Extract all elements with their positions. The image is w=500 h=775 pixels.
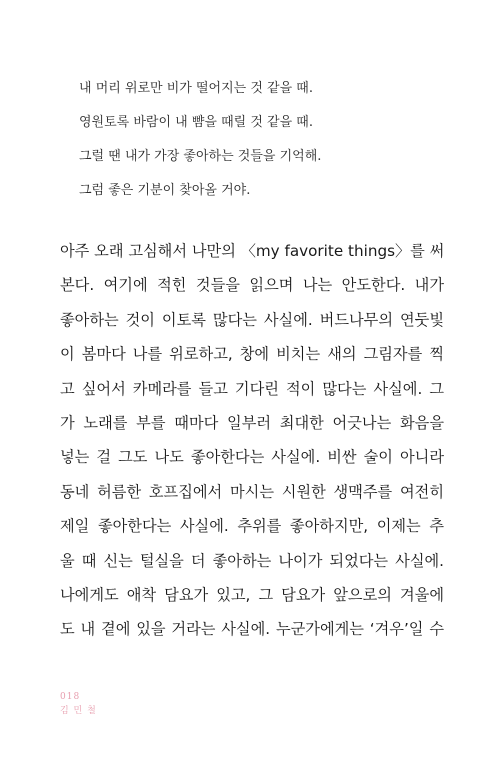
quote-line: 내 머리 위로만 비가 떨어지는 것 같을 때. bbox=[79, 81, 313, 96]
page-footer bbox=[60, 690, 97, 718]
body-line: 고 싶어서 카메라를 들고 기다린 적이 많다는 사실에. 그 bbox=[60, 379, 444, 398]
body-line: 가 노래를 부를 때마다 일부러 최대한 어긋나는 화음을 bbox=[60, 414, 444, 433]
body-line: 제일 좋아한다는 사실에. 추위를 좋아하지만, 이제는 추 bbox=[60, 517, 444, 536]
body-line: 넣는 걸 그도 나도 좋아한다는 사실에. 비싼 술이 아니라 bbox=[60, 448, 444, 467]
body-line: 나에게도 애착 담요가 있고, 그 담요가 앞으로의 겨울에 bbox=[60, 586, 444, 605]
quote-line: 영원토록 바람이 내 뺨을 때릴 것 같을 때. bbox=[79, 115, 313, 130]
body-line: 도 내 곁에 있을 거라는 사실에. 누군가에게는 ‘겨우’일 수 bbox=[60, 620, 444, 639]
body-line: 아주 오래 고심해서 나만의 〈my favorite things〉를 써 bbox=[60, 242, 445, 260]
body-line: 이 봄마다 나를 위로하고, 창에 비치는 새의 그림자를 찍 bbox=[60, 345, 444, 364]
body-line: 본다. 여기에 적힌 것들을 읽으며 나는 안도한다. 내가 bbox=[60, 276, 444, 295]
body-line: 좋아하는 것이 이토록 많다는 사실에. 버드나무의 연둣빛 bbox=[60, 310, 444, 329]
quote-line: 그럴 땐 내가 가장 좋아하는 것들을 기억해. bbox=[79, 149, 322, 164]
epigraph-quote bbox=[79, 72, 459, 208]
page-number: 018 bbox=[60, 692, 81, 702]
quote-line: 그럼 좋은 기분이 찾아올 거야. bbox=[79, 183, 251, 198]
author-name: 김 민 철 bbox=[60, 706, 97, 716]
body-line: 동네 허름한 호프집에서 마시는 시원한 생맥주를 여전히 bbox=[60, 482, 444, 501]
body-line: 울 때 신는 털실을 더 좋아하는 나이가 되었다는 사실에. bbox=[60, 551, 444, 570]
body-paragraph bbox=[60, 234, 444, 647]
